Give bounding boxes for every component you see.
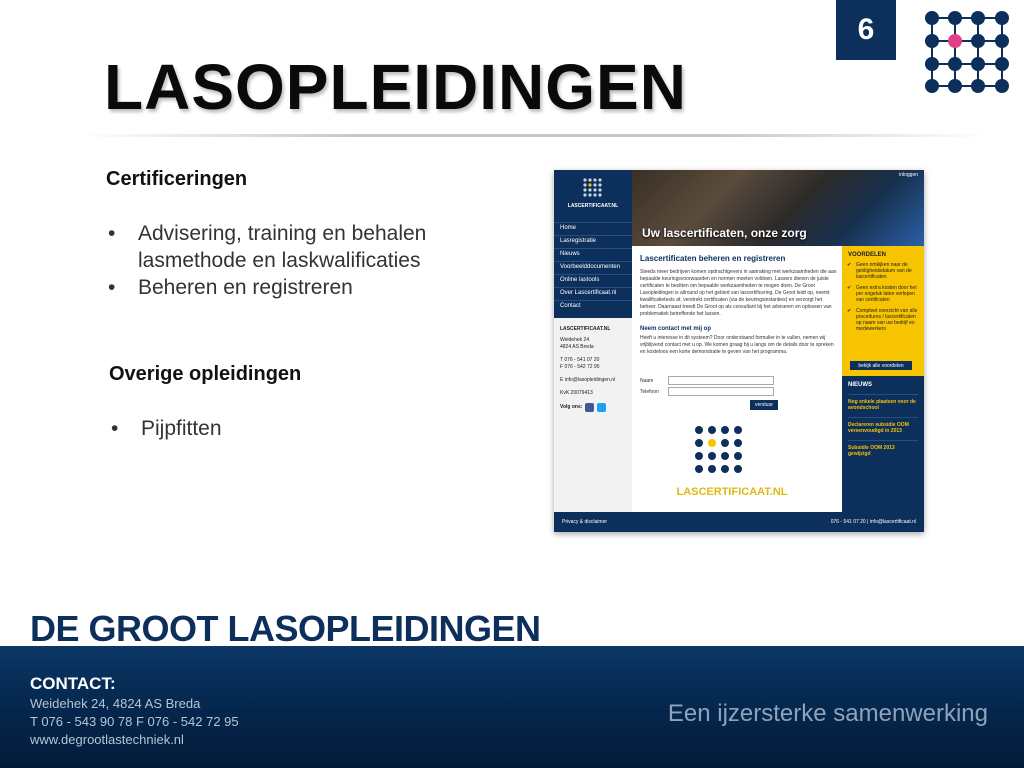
site-hero-banner <box>632 170 924 246</box>
overige-list <box>109 415 409 442</box>
tagline: Een ijzersterke samenwerking <box>667 700 988 727</box>
site-contact-block <box>560 326 630 412</box>
site-privacy-link[interactable]: Privacy & disclaimer <box>562 519 608 525</box>
site-hero-text: Uw lascertificaten, onze zorg <box>642 226 807 240</box>
site-menu-item[interactable]: Online lastools <box>554 274 632 287</box>
site-main-text: Steeds meer bedrijven komen opdrachtgevers in aanraking met werkzaamheden die aan bepaalde keuringsvoorwaarden en normen moeten voldoen. Lassers dienen de juiste certificaten te bezitten om bepaalde werkzaamheden te mogen doen. De Groot Lasopleidingen is allround op het gebied van lascertificering. De Groot leidt op, neemt kwalificatietests af, verstrekt certificaten (via de keuringsinstanties) en verzorgt het beheer. Daarnaast treedt De Groot op als consultant bij het adviseren en oplossen van problematiek betreffende het lassen. <box>640 269 837 317</box>
site-news-item[interactable]: Nog enkele plaatsen voor de avondschool <box>848 394 918 411</box>
overige-heading: Overige opleidingen <box>109 363 302 385</box>
site-menu <box>554 222 632 318</box>
site-menu-item[interactable]: Contact <box>554 300 632 313</box>
site-menu-item[interactable]: Over Lascertificaat.nl <box>554 287 632 300</box>
site-menu-item[interactable]: Voorbeelddocumenten <box>554 261 632 274</box>
contact-phones: T 076 - 543 90 78 F 076 - 542 72 95 <box>30 714 239 729</box>
site-contact-text: Heeft u interesse in dit systeem? Door onderstaand formulier in te vullen, nemen wij vrijblijvend contact met u op. We komen graag bij u langs om de details door te spreken en kosteloos een korte demonstratie te geven van het programma. <box>640 335 834 355</box>
site-contact-city: 4824 AS Breda <box>560 344 594 350</box>
site-follow-label: Volg ons: <box>560 404 583 410</box>
certificeringen-heading: Certificeringen <box>106 168 248 190</box>
site-contact-title: Neem contact met mij op <box>640 326 712 332</box>
site-news-item[interactable]: Declareren subsidie OOM vereenvoudigd in 2013 <box>848 417 918 434</box>
site-contact-fax: F 076 - 542 72 95 <box>560 364 600 370</box>
slide-title: LASOPLEIDINGEN <box>104 51 687 123</box>
site-advantages-panel <box>842 246 924 376</box>
site-big-logo-icon <box>694 425 744 475</box>
list-item: • Beheren en registreren <box>106 274 486 301</box>
list-item: • Pijpfitten <box>109 415 409 442</box>
site-phone-input[interactable] <box>668 387 774 396</box>
title-divider <box>80 134 990 137</box>
site-logo-text: LASCERTIFICAAT.NL <box>567 203 619 209</box>
site-form-phone-label: Telefoon <box>640 388 659 395</box>
site-contact-name: LASCERTIFICAAT.NL <box>560 326 611 332</box>
list-item: ✔ Geen extra kosten door het per ongeluk laten verlopen van certificaten <box>842 285 924 303</box>
site-news-item[interactable]: Subsidie OOM 2013 gewijzigd <box>848 440 918 457</box>
website-screenshot <box>554 170 924 532</box>
site-contact-kvk: KvK 20079413 <box>560 390 593 396</box>
site-logo[interactable] <box>554 170 632 222</box>
site-contact-email[interactable]: E info@lasopleidingen.nl <box>560 377 616 383</box>
site-contact-tel: T 076 - 541 07 20 <box>560 357 600 363</box>
contact-heading: CONTACT: <box>30 674 116 693</box>
list-item: ✔ Compleet overzicht van alle procedures / lascertificaten op naam van uw bedrijf en medewerkers <box>842 308 924 332</box>
site-logo-icon <box>583 178 603 200</box>
site-menu-item[interactable]: Lasregistratie <box>554 235 632 248</box>
site-footer <box>554 512 924 532</box>
list-item: • Advisering, training en behalen lasmethode en laskwalificaties <box>106 220 486 274</box>
site-news-panel <box>842 376 924 512</box>
company-logo-grid <box>922 8 1012 94</box>
site-big-logo-text: LASCERTIFICAAT.NL <box>676 486 788 498</box>
site-contact-street: Weidehek 24 <box>560 337 590 343</box>
site-footer-contact: 076 - 541 07 20 | info@lascertificaat.nl <box>830 519 916 525</box>
site-advantages-button[interactable]: bekijk alle voordelen <box>850 361 912 370</box>
contact-website[interactable]: www.degrootlastechniek.nl <box>30 732 184 747</box>
site-main-title: Lascertificaten beheren en registreren <box>640 254 786 263</box>
site-login-link[interactable]: inloggen <box>899 172 918 178</box>
site-form-name-label: Naam <box>640 377 654 384</box>
company-name: DE GROOT LASOPLEIDINGEN <box>30 608 541 649</box>
twitter-icon[interactable] <box>597 403 606 412</box>
facebook-icon[interactable] <box>585 403 594 412</box>
site-name-input[interactable] <box>668 376 774 385</box>
list-item: ✔ Geen omkijken naar de geldigheidsdatum van de lascertificaten <box>842 262 924 280</box>
certificeringen-list <box>106 220 486 301</box>
site-main-content <box>640 254 840 356</box>
site-advantages-title: VOORDELEN <box>848 252 887 258</box>
site-menu-item[interactable]: Home <box>554 222 632 235</box>
site-news-title: NIEUWS <box>848 382 872 388</box>
contact-address: Weidehek 24, 4824 AS Breda <box>30 696 201 711</box>
page-number: 6 <box>836 0 896 60</box>
site-submit-button[interactable]: verstuur <box>750 400 778 410</box>
site-menu-item[interactable]: Nieuws <box>554 248 632 261</box>
site-contact-form <box>640 375 785 397</box>
